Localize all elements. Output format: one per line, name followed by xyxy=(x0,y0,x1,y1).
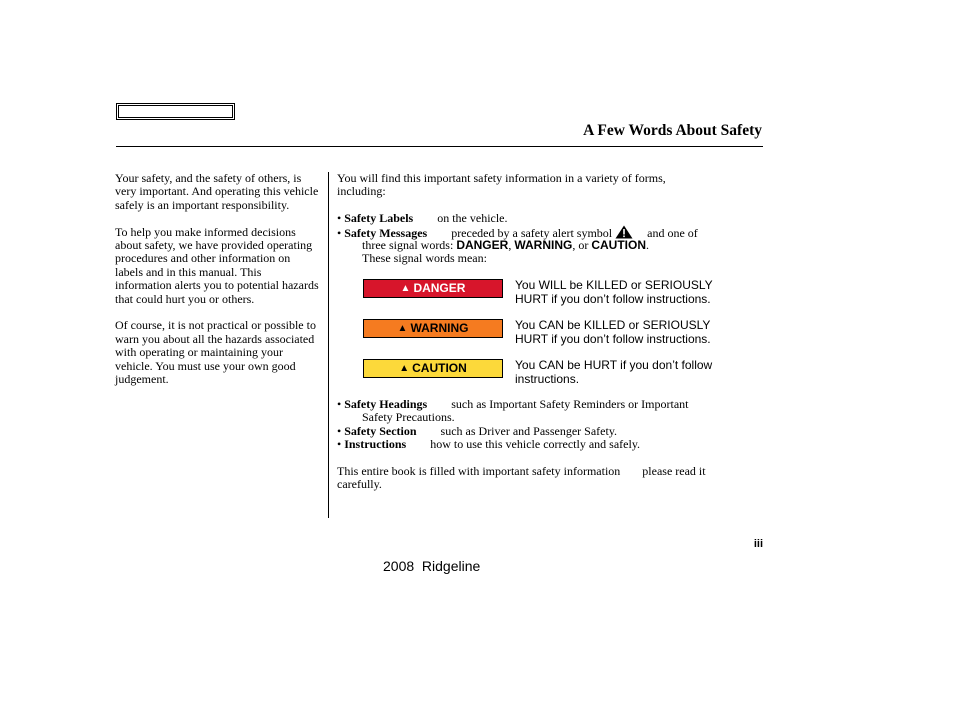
footer-model: 2008 Ridgeline xyxy=(383,558,481,574)
separator: , xyxy=(508,237,512,252)
page-title: A Few Words About Safety xyxy=(583,122,762,139)
list-item-safety-section xyxy=(337,425,617,438)
list-item-safety-labels xyxy=(337,212,508,225)
warning-label-text: WARNING xyxy=(410,320,469,335)
term-safety-section: Safety Section xyxy=(344,423,417,438)
warning-desc-line-1: You CAN be KILLED or SERIOUSLY xyxy=(515,318,711,332)
bullet: • xyxy=(337,423,342,438)
closing-text: This entire book is filled with important safety information xyxy=(337,464,621,478)
desc-safety-messages: preceded by a safety alert symbol xyxy=(451,226,613,241)
term-safety-headings: Safety Headings xyxy=(344,397,428,411)
list-item-safety-headings xyxy=(337,398,689,411)
caution-desc-line-1: You CAN be HURT if you don’t follow xyxy=(515,358,713,372)
warning-desc-line-2: HURT if you don’t follow instructions. xyxy=(515,332,711,346)
paragraph-2: To help you make informed decisions about safety, we have provided operating procedures and other information on labels and in this manual. This information alerts you to potential hazards that could hurt you or others. xyxy=(115,224,319,306)
header-rule xyxy=(116,146,763,147)
page-number: iii xyxy=(753,538,763,550)
intro-line-2: including: xyxy=(337,184,386,199)
bullet: • xyxy=(337,437,342,452)
danger-desc-line-2: HURT if you don’t follow instructions. xyxy=(515,292,711,306)
desc-safety-headings: such as Important Safety Reminders or Important xyxy=(451,397,689,411)
bullet: • xyxy=(337,397,342,411)
warning-triangle-icon: ▲ xyxy=(400,282,411,294)
caution-label-text: CAUTION xyxy=(412,360,467,375)
period: . xyxy=(646,237,649,252)
column-divider xyxy=(328,172,329,518)
danger-label-text: DANGER xyxy=(413,280,466,295)
desc-safety-labels: on the vehicle. xyxy=(437,211,508,225)
closing-line-2: carefully. xyxy=(337,477,382,492)
separator: , or xyxy=(572,237,589,252)
bullet: • xyxy=(337,211,342,225)
signal-words-line xyxy=(362,239,649,252)
closing-tail: please read it xyxy=(642,464,706,478)
signal-word-caution: CAUTION xyxy=(591,237,646,252)
term-safety-messages: Safety Messages xyxy=(344,226,428,241)
paragraph-3: Of course, it is not practical or possible to warn you about all the hazards associated with operating or maintaining your vehicle. You must use your own good judgement. xyxy=(115,318,316,387)
warning-triangle-icon: ▲ xyxy=(399,362,410,374)
danger-label xyxy=(363,279,503,298)
list-item-instructions xyxy=(337,438,640,451)
closing-line-1 xyxy=(337,465,706,478)
caution-label xyxy=(363,359,503,378)
warning-triangle-icon: ▲ xyxy=(397,322,408,334)
caution-description xyxy=(515,358,755,386)
bullet: • xyxy=(337,226,342,241)
caution-desc-line-2: instructions. xyxy=(515,372,580,386)
danger-desc-line-1: You WILL be KILLED or SERIOUSLY xyxy=(515,278,713,292)
term-instructions: Instructions xyxy=(344,437,407,452)
nav-box[interactable] xyxy=(116,103,235,120)
desc-safety-headings-line-2: Safety Precautions. xyxy=(362,410,455,425)
intro-line-1: You will find this important safety information in a variety of forms, xyxy=(337,171,666,185)
desc-safety-section: such as Driver and Passenger Safety. xyxy=(440,423,618,438)
warning-description xyxy=(515,318,755,346)
desc-instructions: how to use this vehicle correctly and safely. xyxy=(430,437,641,452)
warning-label xyxy=(363,319,503,338)
term-safety-labels: Safety Labels xyxy=(344,211,414,225)
desc-safety-messages-tail: and one of xyxy=(647,226,698,241)
left-column xyxy=(115,172,320,400)
signal-words-prefix: three signal words: xyxy=(362,237,454,252)
danger-description xyxy=(515,278,755,306)
paragraph-1: Your safety, and the safety of others, is very important. And operating this vehicle safely is an important responsibility. xyxy=(115,171,319,212)
signal-word-warning: WARNING xyxy=(514,237,573,252)
signal-word-danger: DANGER xyxy=(456,237,509,252)
signal-words-mean: These signal words mean: xyxy=(362,251,487,266)
